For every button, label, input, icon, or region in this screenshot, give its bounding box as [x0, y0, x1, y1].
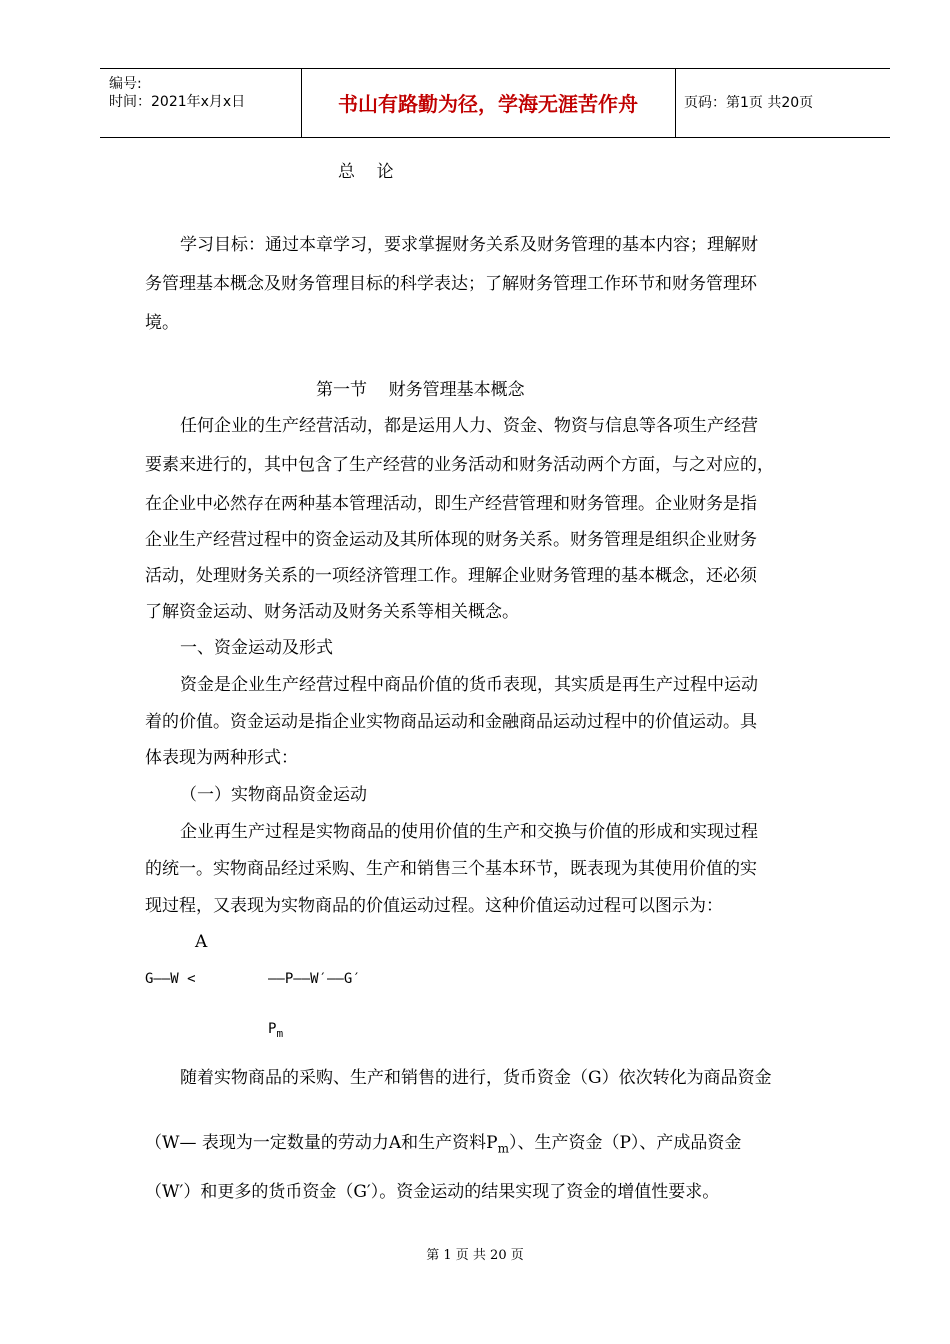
subsection-heading: （一）实物商品资金运动 [180, 785, 367, 805]
objectives-line: 境。 [145, 313, 179, 333]
header-motto: 书山有路勤为径，学海无涯苦作舟 [338, 92, 638, 116]
paragraph-line: （W′）和更多的货币资金（G′）。资金运动的结果实现了资金的增值性要求。 [145, 1182, 720, 1202]
line-text-b: ）、生产资金（P）、产成品资金 [508, 1133, 742, 1153]
paragraph-line: 了解资金运动、财务活动及财务关系等相关概念。 [145, 602, 519, 622]
objectives-line: 务管理基本概念及财务管理目标的科学表达；了解财务管理工作环节和财务管理环 [145, 274, 757, 294]
paragraph-line: 企业再生产过程是实物商品的使用价值的生产和交换与价值的形成和实现过程 [180, 822, 758, 842]
line-subscript: m [497, 1141, 509, 1156]
paragraph-line: 企业生产经营过程中的资金运动及其所体现的财务关系。财务管理是组织企业财务 [145, 530, 757, 550]
paragraph-line: 任何企业的生产经营活动，都是运用人力、资金、物资与信息等各项生产经营 [180, 416, 758, 436]
section-title: 第一节 财务管理基本概念 [316, 380, 525, 400]
document-number-label: 编号: [109, 76, 142, 92]
paragraph-line: 随着实物商品的采购、生产和销售的进行，货币资金（G）依次转化为商品资金 [180, 1068, 772, 1088]
diagram-label-means-base: P [268, 1021, 277, 1037]
header-page-code: 页码：第1页 共20页 [684, 95, 814, 111]
paragraph-line: 资金是企业生产经营过程中商品价值的货币表现，其实质是再生产过程中运动 [180, 675, 758, 695]
diagram-left-chain: G——W < [145, 971, 196, 987]
paragraph-line: 的统一。实物商品经过采购、生产和销售三个基本环节，既表现为其使用价值的实 [145, 859, 757, 879]
objectives-line: 学习目标：通过本章学习，要求掌握财务关系及财务管理的基本内容；理解财 [180, 235, 758, 255]
diagram-label-means-sub: m [276, 1026, 284, 1040]
paragraph-line: 活动，处理财务关系的一项经济管理工作。理解企业财务管理的基本概念，还必须 [145, 566, 757, 586]
chapter-title: 总 论 [338, 162, 394, 182]
section-heading: 一、资金运动及形式 [180, 638, 333, 658]
line-text-a: （W— 表现为一定数量的劳动力A和生产资料P [145, 1133, 498, 1153]
page-footer: 第 1 页 共 20 页 [426, 1248, 524, 1263]
diagram-label-labor: A [195, 932, 208, 952]
paragraph-line: 着的价值。资金运动是指企业实物商品运动和金融商品运动过程中的价值运动。具 [145, 712, 757, 732]
diagram-label-means [268, 1020, 283, 1043]
paragraph-line: 要素来进行的，其中包含了生产经营的业务活动和财务活动两个方面，与之对应的， [145, 455, 774, 475]
document-time-label: 时间：2021年x月x日 [109, 94, 246, 110]
paragraph-line: 体表现为两种形式： [145, 748, 298, 768]
page-header [100, 68, 890, 138]
header-divider [675, 69, 676, 137]
diagram-right-chain: ——P——W′——G′ [268, 971, 361, 987]
paragraph-line [145, 1131, 741, 1160]
paragraph-line: 在企业中必然存在两种基本管理活动，即生产经营管理和财务管理。企业财务是指 [145, 494, 757, 514]
paragraph-line: 现过程，又表现为实物商品的价值运动过程。这种价值运动过程可以图示为： [145, 896, 723, 916]
